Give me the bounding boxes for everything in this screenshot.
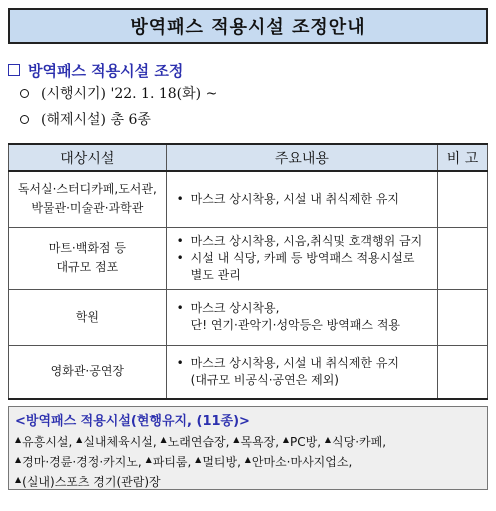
header-note: 비 고 <box>438 144 488 171</box>
facility-item: 실내체육시설, <box>83 435 157 449</box>
note-cell <box>438 171 488 227</box>
maintained-facilities-box <box>8 406 488 490</box>
table-row <box>9 171 488 227</box>
header-facility: 대상시설 <box>9 144 167 171</box>
info-title: <방역패스 적용시설(현행유지, (11종)> <box>15 414 250 429</box>
page-title: 방역패스 적용시설 조정안내 <box>130 17 366 38</box>
table-row <box>9 227 488 289</box>
facility-cell: 영화관·공연장 <box>9 345 167 399</box>
content-cell: • 마스크 상시착용, 시설 내 취식제한 유지 (대규모 비공식·공연은 제외) <box>166 345 437 399</box>
bullet-text: 총 6종 <box>110 112 151 128</box>
info-lines <box>15 431 481 491</box>
facility-item: PC방, <box>290 435 322 449</box>
bullet-label: (시행시기) <box>41 86 107 102</box>
note-cell <box>438 345 488 399</box>
triangle-marker-icon: ▲ <box>282 435 290 444</box>
facility-cell: 독서실·스터디카페,도서관, 박물관·미술관·과학관 <box>9 171 167 227</box>
triangle-marker-icon: ▲ <box>15 455 22 464</box>
info-line <box>15 431 481 451</box>
facility-cell: 마트·백화점 등 대규모 점포 <box>9 227 167 289</box>
content-cell: • 마스크 상시착용, 시음,취식및 호객행위 금지 • 시설 내 식당, 카페 등 방역패스 적용시설로 별도 관리 <box>166 227 437 289</box>
facility-item: 식당·카페, <box>332 435 387 449</box>
content-cell: • 마스크 상시착용, 단! 연기·관악기·성악등은 방역패스 적용 <box>166 289 437 345</box>
triangle-marker-icon: ▲ <box>244 455 251 464</box>
triangle-marker-icon: ▲ <box>145 455 152 464</box>
bullet-effective-date <box>20 83 217 103</box>
facility-table <box>8 143 488 400</box>
content-item: • 마스크 상시착용, 시설 내 취식제한 유지 <box>176 191 400 206</box>
table-header-row <box>9 144 488 171</box>
note-cell <box>438 227 488 289</box>
checkbox-square-icon <box>8 64 20 76</box>
info-line <box>15 471 481 491</box>
facility-item: 목욕장, <box>240 435 280 449</box>
section-heading <box>8 60 183 80</box>
note-cell <box>438 289 488 345</box>
triangle-marker-icon: ▲ <box>160 435 167 444</box>
info-line <box>15 451 481 471</box>
triangle-marker-icon: ▲ <box>15 475 22 484</box>
triangle-marker-icon: ▲ <box>233 435 240 444</box>
triangle-marker-icon: ▲ <box>324 435 332 444</box>
bullet-released-facilities <box>20 109 151 129</box>
content-item: • 마스크 상시착용, <box>176 301 280 315</box>
circle-bullet-icon <box>20 89 29 98</box>
facility-item: 안마소·마사지업소, <box>251 455 353 469</box>
table-row <box>9 345 488 399</box>
content-item: • 마스크 상시착용, 시설 내 취식제한 유지 <box>176 355 400 370</box>
bullet-text: '22. 1. 18(화) ~ <box>110 86 218 102</box>
bullet-label: (해제시설) <box>41 112 107 128</box>
facility-cell: 학원 <box>9 289 167 345</box>
facility-item: 유흥시설, <box>22 435 73 449</box>
content-cell <box>166 171 437 227</box>
circle-bullet-icon <box>20 115 29 124</box>
table-row <box>9 289 488 345</box>
facility-item: 파티룸, <box>152 455 192 469</box>
triangle-marker-icon: ▲ <box>15 435 22 444</box>
content-item: • 마스크 상시착용, 시음,취식및 호객행위 금지 <box>176 233 423 248</box>
content-item: • 시설 내 식당, 카페 등 방역패스 적용시설로 <box>176 250 415 265</box>
triangle-marker-icon: ▲ <box>195 455 202 464</box>
title-banner <box>8 8 488 44</box>
facility-item: (실내)스포츠 경기(관람)장 <box>22 475 161 489</box>
section-heading-text: 방역패스 적용시설 조정 <box>28 61 184 80</box>
facility-item: 멀티방, <box>202 455 241 469</box>
triangle-marker-icon: ▲ <box>76 435 83 444</box>
header-content: 주요내용 <box>166 144 437 171</box>
facility-item: 노래연습장, <box>167 435 230 449</box>
facility-item: 경마·경륜·경정·카지노, <box>22 455 142 469</box>
